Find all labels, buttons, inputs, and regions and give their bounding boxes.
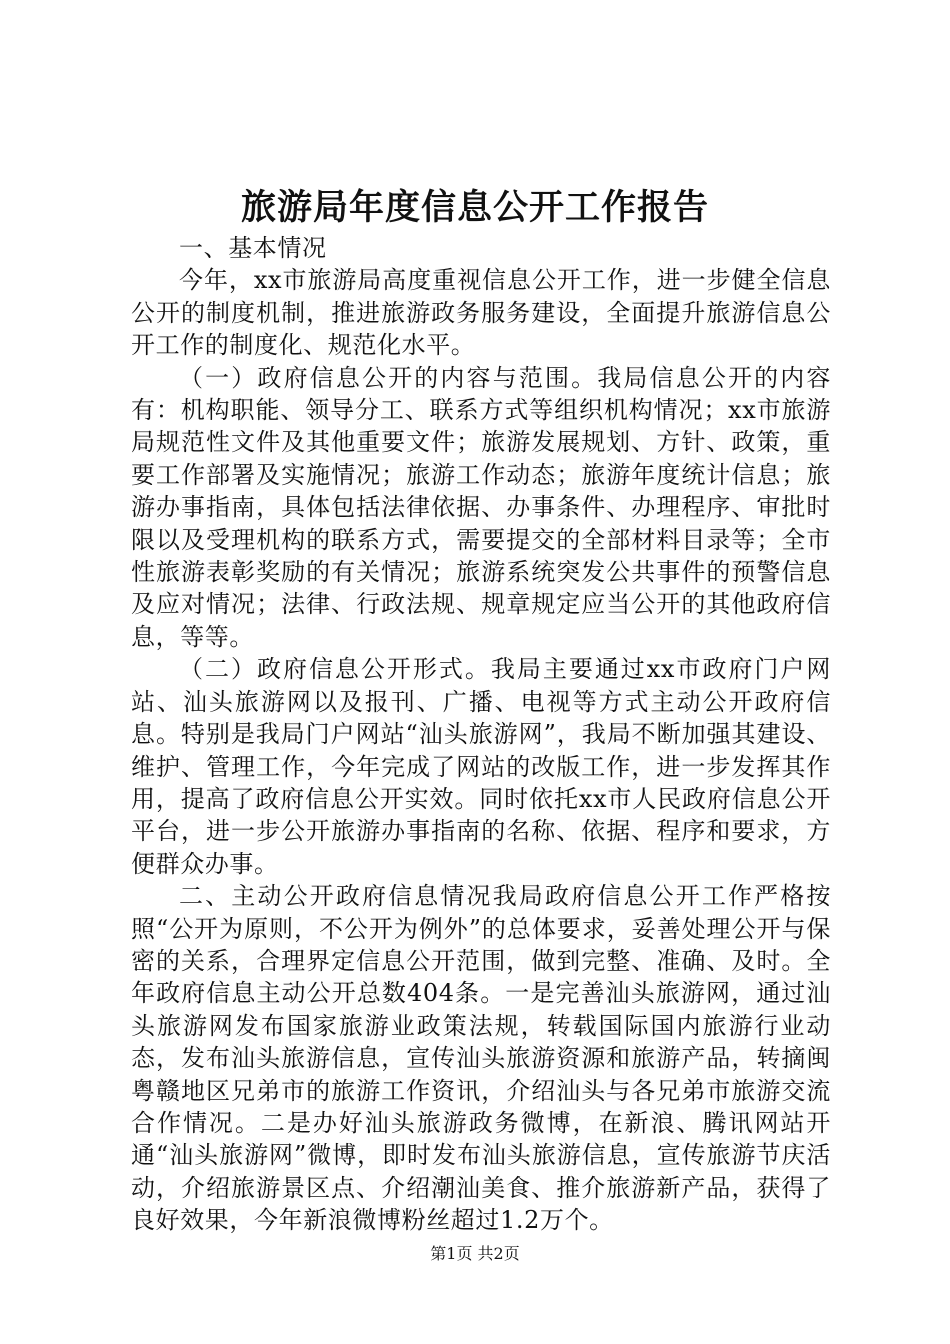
section-heading-basic: 一、基本情况 [179,234,327,262]
page-number: 第1页 共2页 [430,1244,520,1263]
paragraph-intro: 今年，xx市旅游局高度重视信息公开工作，进一步健全信息公开的制度机制，推进旅游政务服务建设，全面提升旅游信息公开工作的制度化、规范化水平。 [131,266,831,360]
document-title: 旅游局年度信息公开工作报告 [240,188,709,228]
paragraph-active-disclosure: 二、主动公开政府信息情况我局政府信息公开工作严格按照“公开为原则，不公开为例外”的总体要求，妥善处理公开与保密的关系，合理界定信息公开范围，做到完整、准确、及时。全年政府信息主动公开总数404条。一是完善汕头旅游网，通过汕头旅游网发布国家旅游业政策法规，转载国际国内旅游行业动态，发布汕头旅游信息，宣传汕头旅游资源和旅游产品，转摘闽粤赣地区兄弟市的旅游工作资讯，介绍汕头与各兄弟市旅游交流合作情况。二是办好汕头旅游政务微博，在新浪、腾讯网站开通“汕头旅游网”微博，即时发布汕头旅游信息，宣传旅游节庆活动，介绍旅游景区点、介绍潮汕美食、推介旅游新产品，获得了良好效果，今年新浪微博粉丝超过1.2万个。 [131,882,831,1235]
document-body [131,232,831,1237]
paragraph-scope: （一）政府信息公开的内容与范围。我局信息公开的内容有：机构职能、领导分工、联系方式等组织机构情况；xx市旅游局规范性文件及其他重要文件；旅游发展规划、方针、政策，重要工作部署及实施情况；旅游工作动态；旅游年度统计信息；旅游办事指南，具体包括法律依据、办事条件、办理程序、审批时限以及受理机构的联系方式，需要提交的全部材料目录等；全市性旅游表彰奖励的有关情况；旅游系统突发公共事件的预警信息及应对情况；法律、行政法规、规章规定应当公开的其他政府信息，等等。 [131,363,831,651]
paragraph-forms: （二）政府信息公开形式。我局主要通过xx市政府门户网站、汕头旅游网以及报刊、广播、电视等方式主动公开政府信息。特别是我局门户网站“汕头旅游网”，我局不断加强其建设、维护、管理工作，今年完成了网站的改版工作，进一步发挥其作用，提高了政府信息公开实效。同时依托xx市人民政府信息公开平台，进一步公开旅游办事指南的名称、依据、程序和要求，方便群众办事。 [131,655,831,878]
